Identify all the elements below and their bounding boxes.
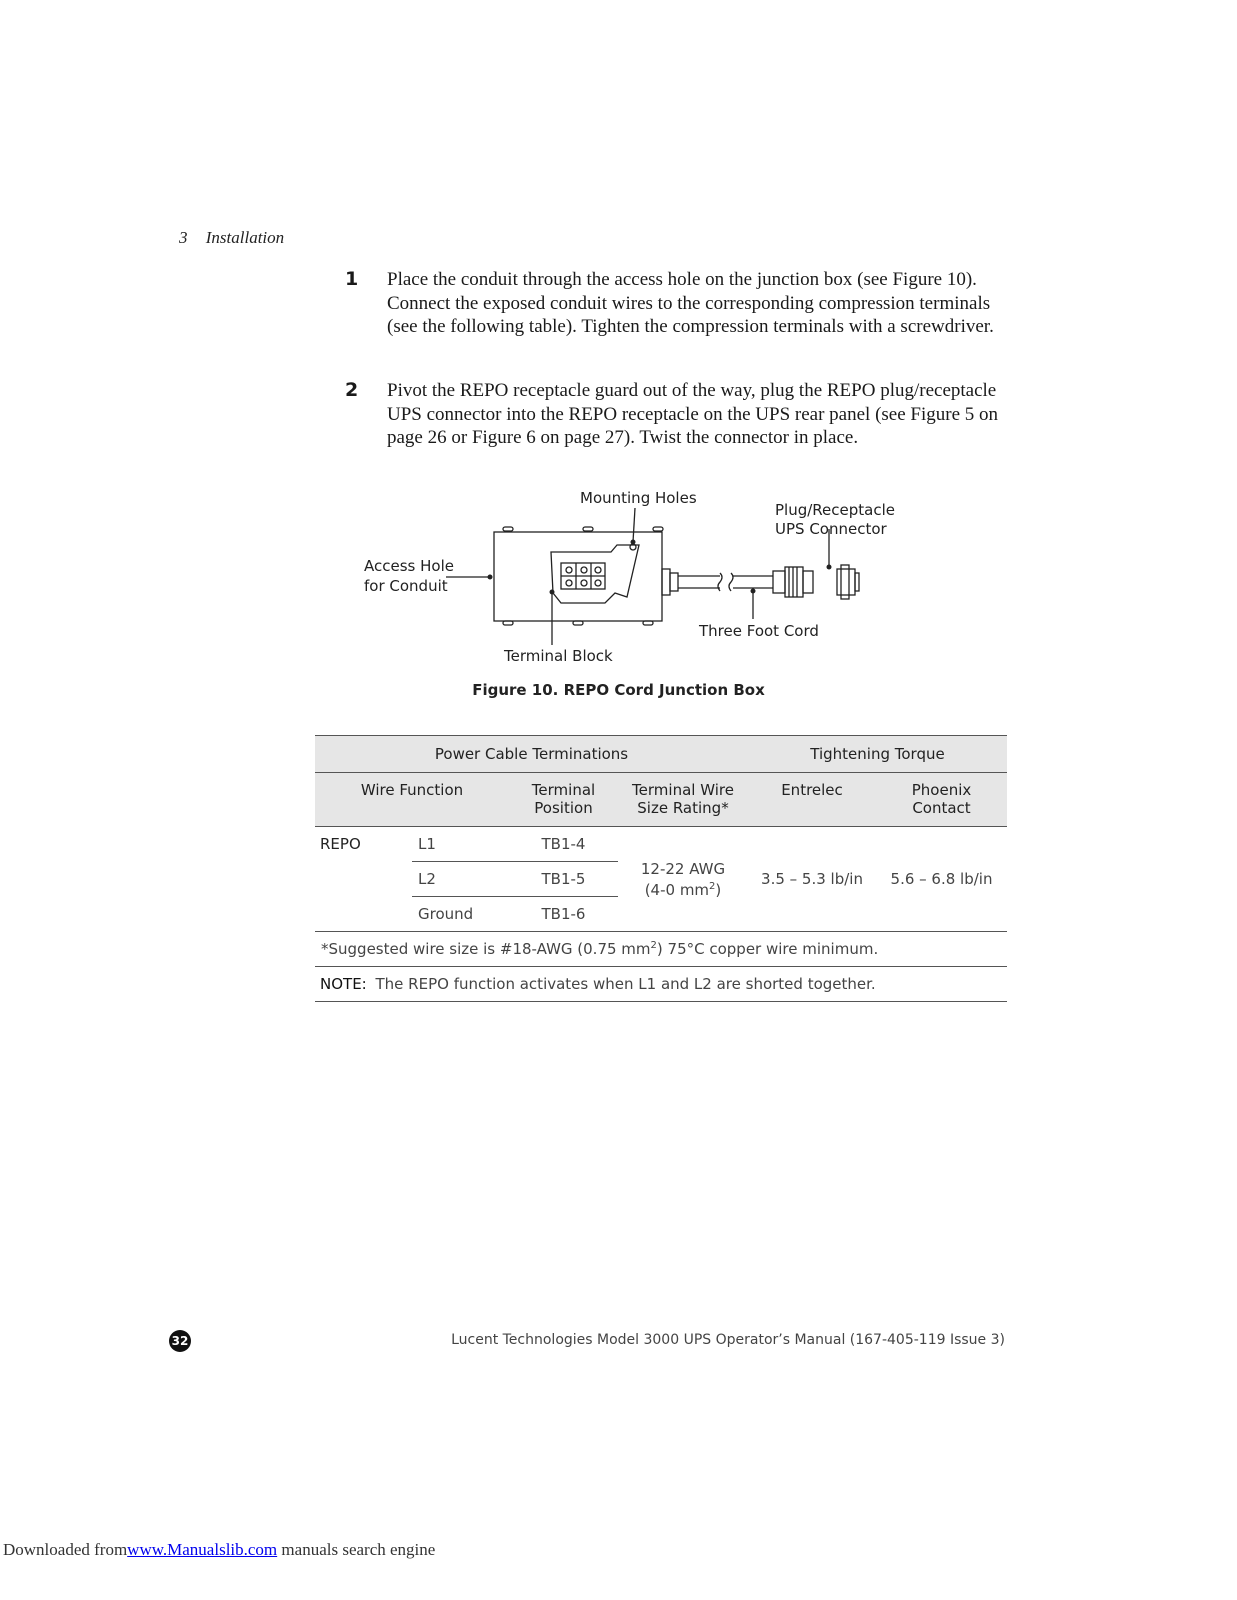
download-prefix: Downloaded from bbox=[3, 1540, 128, 1559]
cell-position: TB1-4 bbox=[509, 827, 618, 862]
table-footnote-row bbox=[315, 932, 1007, 967]
cell-position: TB1-5 bbox=[509, 862, 618, 897]
chapter-number: 3 bbox=[179, 228, 188, 247]
page-number-badge: 32 bbox=[169, 1330, 191, 1352]
label-plug-receptacle: Plug/Receptacle bbox=[775, 501, 895, 519]
label-ups-connector: UPS Connector bbox=[775, 520, 887, 538]
label-terminal-block: Terminal Block bbox=[504, 647, 613, 665]
step-number: 2 bbox=[345, 379, 359, 401]
figure-junction-box bbox=[355, 485, 895, 675]
step-2 bbox=[345, 379, 1005, 450]
download-suffix: manuals search engine bbox=[277, 1540, 436, 1559]
header-wire-size: Terminal Wire Size Rating* bbox=[618, 773, 748, 827]
cell-phoenix-torque: 5.6 – 6.8 lb/in bbox=[890, 870, 993, 888]
label-mounting-holes: Mounting Holes bbox=[580, 489, 697, 507]
table-header-row bbox=[315, 773, 1007, 827]
table-group-header-row bbox=[315, 736, 1007, 773]
note-label: NOTE: bbox=[320, 975, 367, 993]
header-terminal-position: Terminal Position bbox=[509, 773, 618, 827]
cell-wire: Ground bbox=[418, 905, 474, 923]
step-1 bbox=[345, 268, 1005, 339]
figure-caption: Figure 10. REPO Cord Junction Box bbox=[472, 681, 765, 699]
manualslib-link[interactable]: www.Manualslib.com bbox=[127, 1540, 278, 1559]
cell-wire-size: 12-22 AWG (4-0 $mm^2$) bbox=[640, 859, 726, 899]
step-text: Place the conduit through the access hole on the junction box (see Figure 10). Connect the exposed conduit wires to the corresponding compression terminals (see the following table). Tighten the compression terminals with a screwdriver. bbox=[387, 269, 994, 337]
cell-entrelec-torque: 3.5 – 5.3 lb/in bbox=[761, 870, 863, 888]
table-footnote: *Suggested wire size is #18-AWG (0.75 $mm^2$) 75°C copper wire minimum. bbox=[315, 932, 1007, 967]
header-wire-function: Wire Function bbox=[315, 773, 509, 827]
footer-text: Lucent Technologies Model 3000 UPS Operator’s Manual (167-405-119 Issue 3) bbox=[451, 1332, 1005, 1348]
table-note-row bbox=[315, 967, 1007, 1002]
table-row bbox=[315, 827, 1007, 862]
cell-position: TB1-6 bbox=[541, 905, 586, 923]
step-number: 1 bbox=[345, 268, 359, 290]
terminations-table bbox=[315, 735, 1007, 1002]
label-three-foot-cord: Three Foot Cord bbox=[699, 622, 819, 640]
cell-wire: L2 bbox=[412, 862, 509, 897]
row-label-repo: REPO bbox=[320, 835, 361, 853]
step-text: Pivot the REPO receptacle guard out of the way, plug the REPO plug/receptacle UPS connector into the REPO receptacle on the UPS rear panel (see Figure 5 on page 26 or Figure 6 on page 27). Twist the connector in place. bbox=[387, 380, 999, 448]
header-entrelec: Entrelec bbox=[748, 773, 876, 827]
header-phoenix-contact: Phoenix Contact bbox=[876, 773, 1007, 827]
chapter-title: Installation bbox=[205, 228, 285, 247]
note-text: The REPO function activates when L1 and L2 are shorted together. bbox=[375, 975, 876, 993]
cell-wire: L1 bbox=[412, 827, 509, 862]
label-access-hole: Access Hole bbox=[364, 557, 454, 575]
download-banner bbox=[3, 1540, 435, 1560]
running-head bbox=[179, 228, 284, 248]
label-for-conduit: for Conduit bbox=[364, 577, 448, 595]
header-power-cable-terminations: Power Cable Terminations bbox=[315, 736, 748, 773]
header-tightening-torque: Tightening Torque bbox=[748, 736, 1007, 773]
table-note bbox=[315, 967, 1007, 1002]
